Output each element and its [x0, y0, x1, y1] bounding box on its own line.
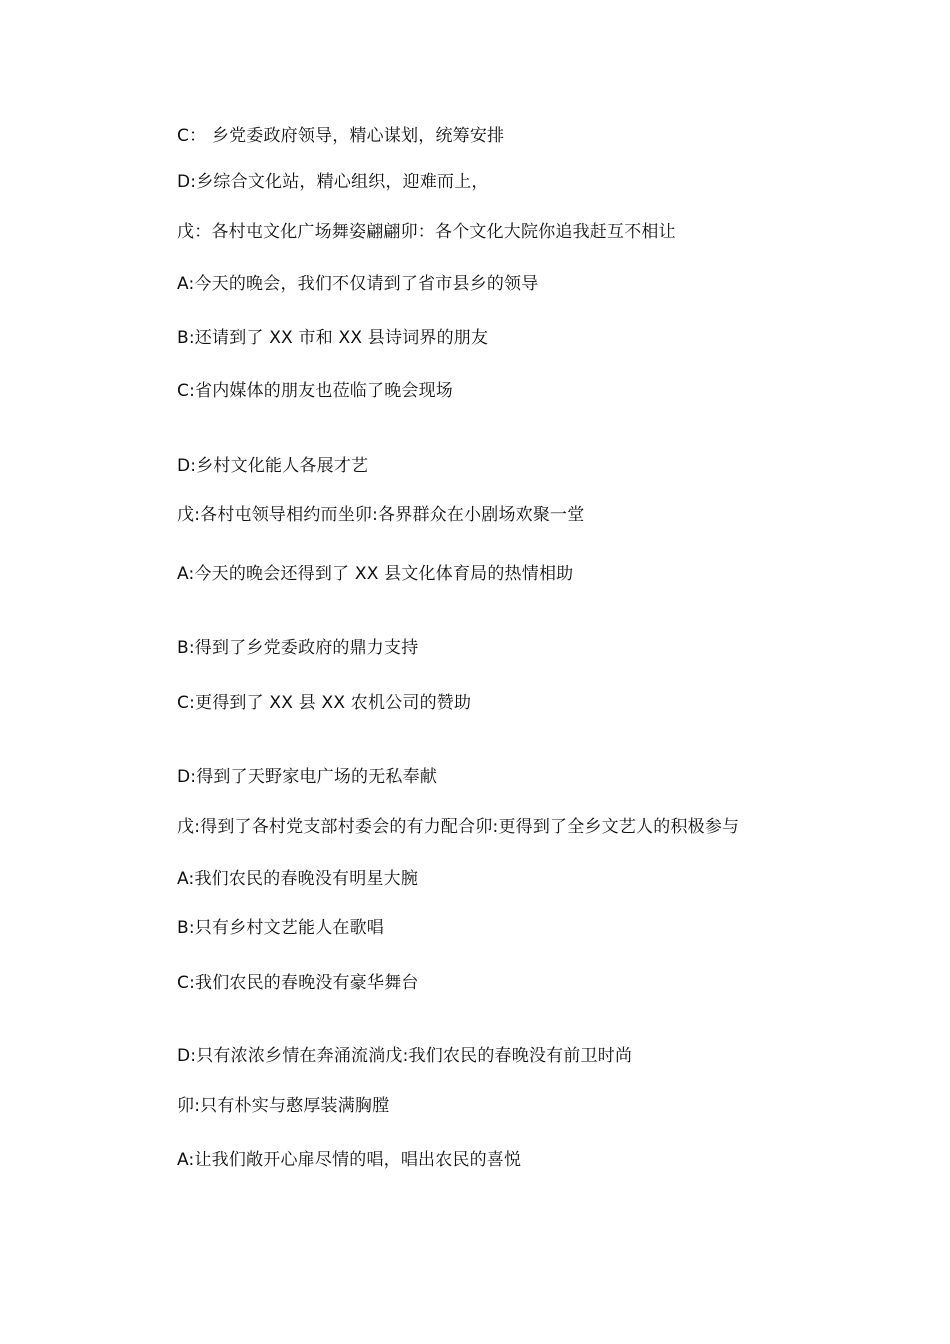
script-line-d-3: D:得到了天野家电广场的无私奉献: [177, 767, 438, 787]
script-line-wu-2: 戊:各村屯领导相约而坐卯:各界群众在小剧场欢聚一堂: [177, 505, 585, 525]
script-line-a-3: A:我们农民的春晚没有明星大腕: [177, 869, 419, 889]
script-line-mao-1: 卯:只有朴实与憨厚装满胸膛: [177, 1096, 390, 1116]
script-line-b-1: B:还请到了 XX 市和 XX 县诗词界的朋友: [177, 328, 489, 348]
script-line-d-4: D:只有浓浓乡情在奔涌流淌戊:我们农民的春晚没有前卫时尚: [177, 1046, 633, 1066]
script-line-c-4: C:我们农民的春晚没有豪华舞台: [177, 973, 419, 993]
script-line-a-2: A:今天的晚会还得到了 XX 县文化体育局的热情相助: [177, 564, 574, 584]
script-line-c-3: C:更得到了 XX 县 XX 农机公司的赞助: [177, 693, 472, 713]
script-line-c-1: C： 乡党委政府领导，精心谋划，统筹安排: [177, 126, 505, 146]
script-line-d-1: D:乡综合文化站，精心组织，迎难而上，: [177, 172, 489, 192]
script-line-b-2: B:得到了乡党委政府的鼎力支持: [177, 638, 419, 658]
script-line-wu-3: 戊:得到了各村党支部村委会的有力配合卯:更得到了全乡文艺人的积极参与: [177, 817, 740, 837]
script-line-a-4: A:让我们敞开心扉尽情的唱，唱出农民的喜悦: [177, 1150, 522, 1170]
script-line-a-1: A:今天的晚会，我们不仅请到了省市县乡的领导: [177, 274, 539, 294]
script-line-d-2: D:乡村文化能人各展才艺: [177, 456, 369, 476]
script-line-c-2: C:省内媒体的朋友也莅临了晚会现场: [177, 381, 453, 401]
script-line-wu-1: 戊：各村屯文化广场舞姿翩翩卯：各个文化大院你追我赶互不相让: [177, 222, 676, 242]
script-line-b-3: B:只有乡村文艺能人在歌唱: [177, 918, 384, 938]
